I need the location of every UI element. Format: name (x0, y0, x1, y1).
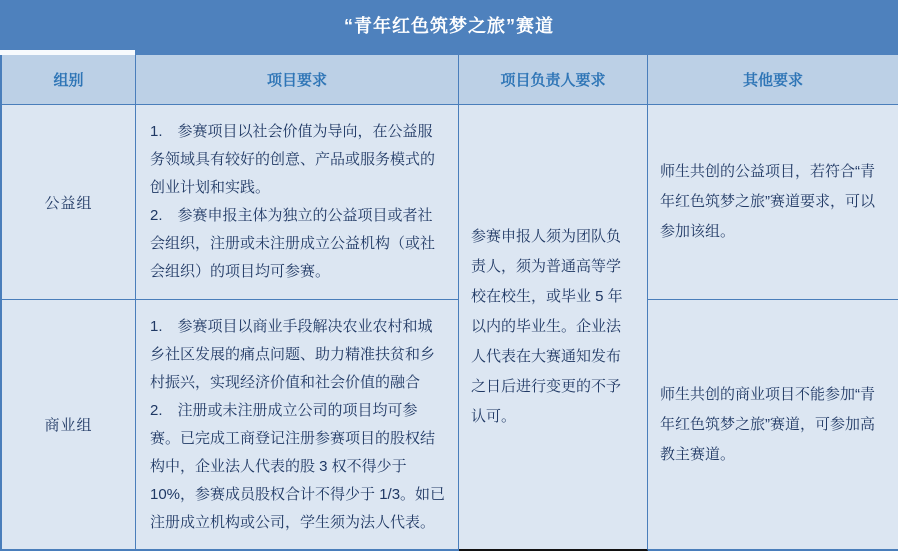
table-row-2-project-requirements (136, 300, 459, 551)
requirement-item: 2. 注册或未注册成立公司的项目均可参赛。已完成工商登记注册参赛项目的股权结构中，企业法人代表的股 3 权不得少于 10%，参赛成员股权合计不得少于 1/3。如已注册成立机构或公司，学生须为法人代表。 (150, 401, 446, 531)
header-cell-group: 组别 (2, 55, 136, 105)
header-cell-project-requirements: 项目要求 (136, 55, 459, 105)
page-title: “青年红色筑梦之旅”赛道 (344, 16, 554, 36)
header-cell-leader-requirements: 项目负责人要求 (459, 55, 648, 105)
table-row-1-project-requirements (136, 105, 459, 300)
requirement-item: 1. 参赛项目以社会价值为导向，在公益服务领域具有较好的创意、产品或服务模式的创业计划和实践。 (150, 123, 436, 196)
requirement-item: 2. 参赛申报主体为独立的公益项目或者社会组织，注册或未注册成立公益机构（或社会组织）的项目均可参赛。 (150, 207, 436, 280)
title-banner (0, 0, 898, 50)
table-row-1-group-label: 公益组 (2, 105, 136, 300)
table-row-1-other-requirements (648, 105, 898, 300)
leader-requirement-text: 参赛申报人须为团队负责人，须为普通高等学校在校生，或毕业 5 年以内的毕业生。企业法人代表在大赛通知发布之日后进行变更的不予认可。 (471, 228, 623, 425)
track-requirements-table (0, 55, 898, 551)
other-requirement-text: 师生共创的公益项目，若符合“青年红色筑梦之旅”赛道要求，可以参加该组。 (660, 163, 875, 240)
table-row-2-group-label: 商业组 (2, 300, 136, 551)
requirement-item: 1. 参赛项目以商业手段解决农业农村和城乡社区发展的痛点问题、助力精准扶贫和乡村振兴，实现经济价值和社会价值的融合 (150, 317, 436, 391)
table-row-2-other-requirements (648, 300, 898, 551)
other-requirement-text: 师生共创的商业项目不能参加“青年红色筑梦之旅”赛道，可参加高教主赛道。 (660, 385, 875, 463)
table-leader-requirements-merged-cell (459, 105, 648, 551)
header-cell-other-requirements: 其他要求 (648, 55, 898, 105)
